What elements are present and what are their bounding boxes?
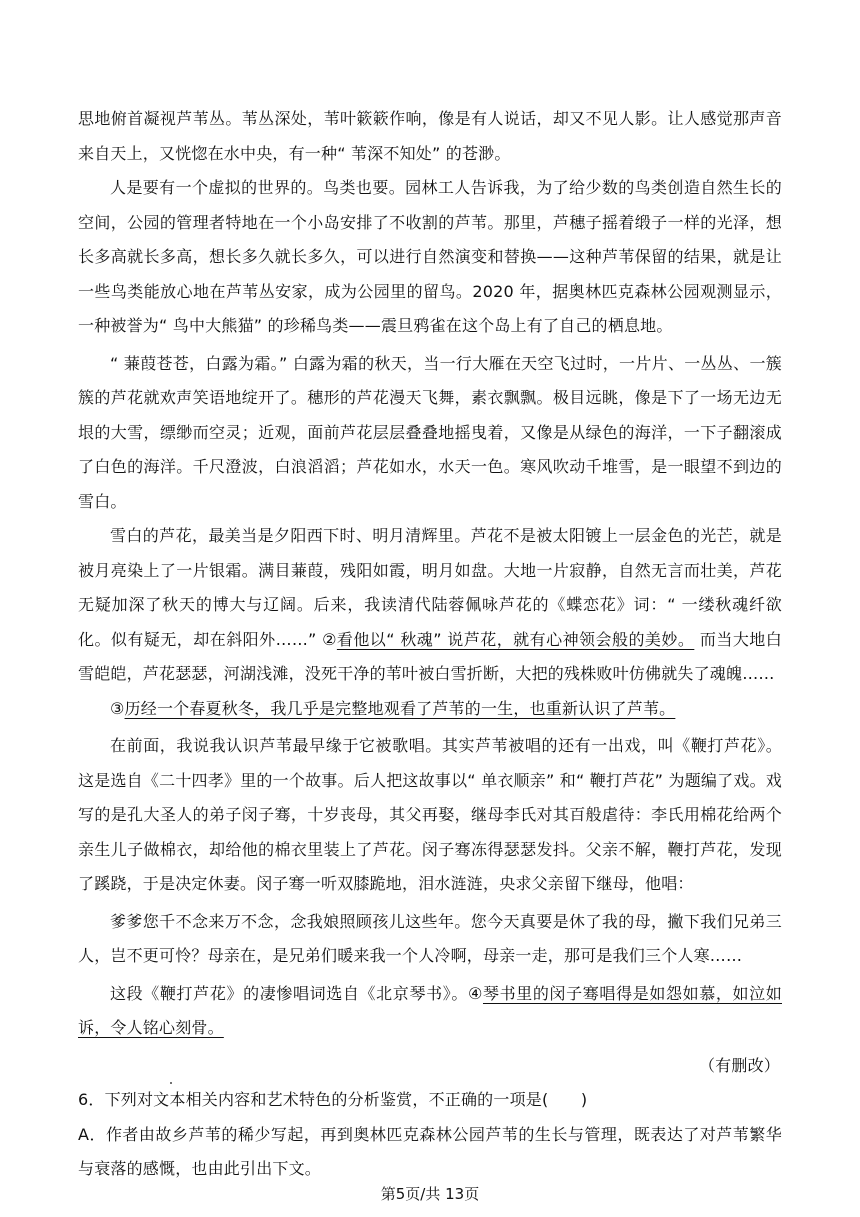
paragraph-text: 而当大地白雪皑皑，芦花瑟瑟，河湖浅滩，没死干净的苇叶被白雪折断，大把的残株败叶仿佛就失了魂魄…… — [78, 629, 782, 683]
question-stem: 6．下列对文本相关内容和艺术特色的分析鉴赏，不正确的一项是( ) — [78, 1090, 588, 1109]
paragraph-snow-white-reed — [78, 519, 782, 692]
underlined-sentence-2: 看他以“ 秋魂” 说芦花，就有心神领会般的美妙。 — [336, 629, 695, 649]
paragraph-reed-sound: 思地俯首凝视芦苇丛。苇丛深处，苇叶簌簌作响，像是有人说话，却又不见人影。让人感觉那声音来自天上，又恍惚在水中央，有一种“ 苇深不知处” 的苍渺。 — [78, 109, 782, 163]
underlined-sentence-4: 琴书里的闵子骞唱得是如怨如慕，如泣如诉，令人铭心刻骨。 — [78, 983, 782, 1037]
page-number: 第5页/共 13页 — [380, 1185, 480, 1203]
paragraph-qinshu — [78, 977, 782, 1046]
underlined-sentence-3: 历经一个春夏秋冬，我几乎是完整地观看了芦苇的一生，也重新认识了芦苇。 — [124, 698, 676, 718]
paragraph-virtual-world: 人是要有一个虚拟的世界的。鸟类也要。园林工人告诉我，为了给少数的鸟类创造自然生长的空间，公园的管理者特地在一个小岛安排了不收割的芦苇。那里，芦穗子摇着缎子一样的光泽，想长多高就长多高，想长多久就长多久，可以进行自然演变和替换——这种芦苇保留的结果，就是让一些鸟类能放心地在芦苇丛安家，成为公园里的留鸟。2020 年，据奥林匹克森林公园观测显示，一种被誉为“ 鸟中大熊猫” 的珍稀鸟类——震旦鸦雀在这个岛上有了自己的栖息地。 — [78, 178, 782, 335]
paragraph-lyrics: 爹爹您千不念来万不念，念我娘照顾孩儿这些年。您今天真要是休了我的母，撇下我们兄弟三人，岂不更可怜？母亲在，是兄弟们暖来我一个人冷啊，母亲一走，那可是我们三个人寒…… — [78, 911, 782, 965]
paragraph-four-seasons — [78, 692, 782, 727]
edit-note: （有删改） — [698, 1055, 780, 1075]
stray-mark — [170, 1082, 172, 1084]
marker-3: ③ — [110, 698, 125, 718]
paragraph-white-dew: “ 蒹葭苍苍，白露为霜。” 白露为霜的秋天，当一行大雁在天空飞过时，一片片、一丛丛、一簇簇的芦花就欢声笑语地绽开了。穗形的芦花漫天飞舞，素衣飘飘。极目远眺，像是下了一场无边无垠的大雪，缥缈而空灵；近观，面前芦花层层叠叠地摇曳着，又像是从绿色的海洋，一下子翻滚成了白色的海洋。千尺澄波，白浪滔滔；芦花如水，水天一色。寒风吹动千堆雪，是一眼望不到边的雪白。 — [78, 353, 782, 511]
paragraph-text: 雪白的芦花，最美当是夕阳西下时、明月清辉里。芦花不是被太阳镀上一层金色的光芒，就是被月亮染上了一片银霜。满目蒹葭，残阳如霞，明月如盘。大地一片寂静，自然无言而壮美，芦花无疑加深了秋天的博大与辽阔。后来，我读清代陆蓉佩咏芦花的《蝶恋花》词：“ 一缕秋魂纤欲化。似有疑无，却在斜阳外……” ② — [78, 526, 782, 649]
paragraph-opera-story: 在前面，我说我认识芦苇最早缘于它被歌唱。其实芦苇被唱的还有一出戏，叫《鞭打芦花》。这是选自《二十四孝》里的一个故事。后人把这故事以“ 单衣顺亲” 和“ 鞭打芦花” 为题编了戏。戏写的是孔大圣人的弟子闵子骞，十岁丧母，其父再娶，继母李氏对其百般虐待：李氏用棉花给两个亲生儿子做棉衣，却给他的棉衣里装上了芦花。闵子骞冻得瑟瑟发抖。父亲不解，鞭打芦花，发现了蹊跷，于是决定休妻。闵子骞一听双膝跪地，泪水涟涟，央求父亲留下继母，他唱： — [78, 736, 782, 893]
paragraph-text: 这段《鞭打芦花》的凄惨唱词选自《北京琴书》。④ — [110, 983, 483, 1003]
document-body — [78, 102, 782, 1187]
option-a: A．作者由故乡芦苇的稀少写起，再到奥林匹克森林公园芦苇的生长与管理，既表达了对芦苇繁华与衰落的感慨，也由此引出下文。 — [78, 1124, 782, 1178]
